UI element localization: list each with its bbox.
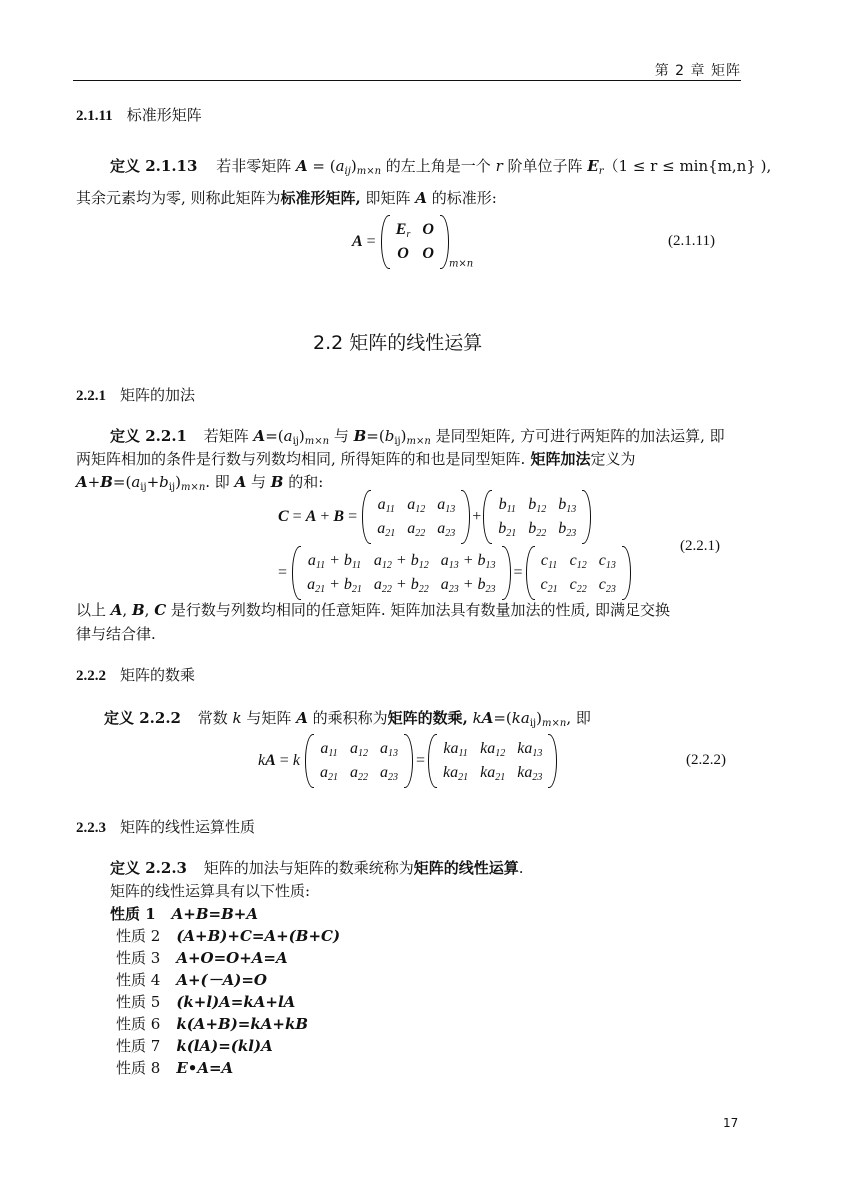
definition-label: 定义 2.2.3 (110, 859, 187, 877)
text-run: , 即 (566, 709, 591, 727)
text-run: 常数 (197, 709, 233, 727)
section-heading-2-2: 2.2 矩阵的线性运算 (313, 332, 483, 354)
text-run: . (518, 859, 524, 877)
text-run: 即矩阵 (360, 189, 416, 207)
property-label: 性质 2 (116, 927, 161, 945)
definition-2-2-1-line3: $A+B=(a_{ij}+b_{ij})_{m\times n}$. 即 A 与 B 的和: (76, 473, 324, 493)
property-label: 性质 7 (116, 1037, 161, 1055)
properties-intro: 矩阵的线性运算具有以下性质: (110, 882, 311, 900)
equation-number: (2.2.2) (686, 752, 726, 768)
text-run: 与 (246, 473, 271, 491)
page-number: 17 (723, 1116, 739, 1130)
defined-term: 矩阵加法 (525, 450, 591, 468)
definition-label: 定义 2.2.1 (110, 427, 187, 445)
text-run: 若非零矩阵 (216, 157, 296, 175)
text-run: 的标准形: (426, 189, 497, 207)
property-formula: E•A=A (176, 1059, 234, 1077)
subsection-title: 矩阵的数乘 (120, 666, 196, 684)
subsection-title: 矩阵的加法 (120, 386, 196, 404)
property-formula: A+B=B+A (171, 905, 259, 923)
text-run: 是同型矩阵, 方可进行两矩阵的加法运算, 即 (430, 427, 725, 445)
property-formula: (k+l)A=kA+lA (176, 993, 296, 1011)
text-run: 其余元素均为零, 则称此矩阵为 (76, 189, 281, 207)
subsection-number: 2.1.11 (76, 108, 113, 124)
property-8 (116, 1056, 233, 1080)
definition-2-2-2: 定义 2.2.2 常数 k 与矩阵 A 的乘积称为矩阵的数乘, $kA=(ka_{ij})_{m\times n}$, 即 (104, 709, 591, 729)
subsection-heading-2-1-11 (76, 104, 202, 125)
property-formula: k(lA)=(kl)A (176, 1037, 273, 1055)
text-run: 的乘积称为 (307, 709, 388, 727)
property-label: 性质 3 (116, 949, 161, 967)
subsection-heading-2-2-2 (76, 664, 195, 685)
subsection-number: 2.2.3 (76, 820, 106, 836)
text-run: 矩阵的加法与矩阵的数乘统称为 (203, 859, 414, 877)
text-run: 定义为 (590, 450, 636, 468)
text-run: 的和: (283, 473, 324, 491)
property-formula: A+O=O+A=A (176, 949, 288, 967)
text-run: 与矩阵 (241, 709, 297, 727)
text-run: （1 ≤ r ≤ min{m,n} ), (603, 157, 772, 175)
text-run: . 即 (205, 473, 235, 491)
equation-2-2-2: kA = k $a_{11}$ $a_{12}$ $a_{13}$ $a_{21}$ $a_{22}$ $a_{23}=ka_{11}$ $ka_{12}$ $ka_{13}$ $ka_{21}$ $ka_{21}$ $ka_{23}$ (258, 734, 557, 788)
property-2 (116, 924, 340, 948)
equation-2-2-1-line1: $C = A + B = a_{11}$ $a_{12}$ $a_{13}$ $a_{21}$ $a_{22}$ $a_{23}+b_{11}$ $b_{12}$ $b_{13}$ $b_{21}$ $b_{22}$ $b_{23}$ (278, 490, 591, 544)
running-header: 第 2 章 矩阵 (654, 63, 741, 79)
property-label: 性质 5 (116, 993, 161, 1011)
property-label: 性质 8 (116, 1059, 161, 1077)
subsection-number: 2.2.2 (76, 668, 106, 684)
text-run: 是行数与列数均相同的任意矩阵. 矩阵加法具有数量加法的性质, 即满足交换 (166, 601, 670, 619)
property-label: 性质 6 (116, 1015, 161, 1033)
definition-2-1-13-line1: 定义 2.1.13 若非零矩阵 $A = (a_{ij})_{m\times n}$ 的左上角是一个 r 阶单位子阵 $E_r(1 \le r \le \min\{m,n\}$ ), (110, 157, 772, 177)
defined-term: 标准形矩阵, (280, 189, 361, 207)
definition-2-1-13-line2: 其余元素均为零, 则称此矩阵为标准形矩阵, 即矩阵 A 的标准形: (76, 189, 497, 207)
equation-number: (2.1.11) (668, 233, 715, 249)
property-label: 性质 4 (116, 971, 161, 989)
property-7 (116, 1034, 273, 1058)
property-formula: (A+B)+C=A+(B+C) (176, 927, 341, 945)
defined-term: 矩阵的线性运算 (413, 859, 519, 877)
text-run: 两矩阵相加的条件是行数与列数均相同, 所得矩阵的和也是同型矩阵. (76, 450, 526, 468)
property-3 (116, 946, 288, 970)
subsection-heading-2-2-3 (76, 816, 255, 837)
definition-2-2-1-line2 (76, 447, 636, 471)
header-rule (73, 80, 741, 81)
definition-2-2-1-line1: 定义 2.2.1 若矩阵 $A=(a_{ij})_{m\times n}$ 与 $B=(b_{ij})_{m\times n}$ 是同型矩阵, 方可进行两矩阵的加法运算, 即 (110, 427, 725, 447)
text-run: 若矩阵 (203, 427, 254, 445)
definition-label: 定义 2.1.13 (110, 157, 198, 175)
equation-2-1-11: $A = E_r$ O O $O_{m\times n}$ (352, 215, 473, 270)
equation-number: (2.2.1) (680, 538, 720, 554)
text-run: 的左上角是一个 (381, 157, 496, 175)
defined-term: 矩阵的数乘, (387, 709, 468, 727)
text-run: 以上 (76, 601, 111, 619)
paragraph-after-2-2-1-line2: 律与结合律. (76, 625, 156, 643)
subsection-title: 标准形矩阵 (126, 106, 202, 124)
text-run: 与 (329, 427, 354, 445)
equation-2-2-1-line2: = $a_{11} + b_{11}$ $a_{12} + b_{12}$ $a_{13} + b_{13}$ $a_{21} + b_{21}$ $a_{22} + b_{22}$ $a_{23} + b_{23}=c_{11}$ $c_{12}$ $c_{13}$ $c_{21}$ $c_{22}$ $c_{23}$ (278, 546, 631, 600)
definition-label: 定义 2.2.2 (104, 709, 181, 727)
property-formula: A+(－A)=O (176, 971, 267, 989)
property-5 (116, 990, 295, 1014)
definition-2-2-3 (110, 856, 524, 880)
property-4 (116, 968, 267, 992)
property-formula: k(A+B)=kA+kB (176, 1015, 309, 1033)
subsection-number: 2.2.1 (76, 388, 106, 404)
subsection-heading-2-2-1 (76, 384, 195, 405)
property-label: 性质 1 (110, 905, 156, 923)
paragraph-after-2-2-1-line1: 以上 A, B, C 是行数与列数均相同的任意矩阵. 矩阵加法具有数量加法的性质, 即满足交换 (76, 601, 670, 619)
subsection-title: 矩阵的线性运算性质 (120, 818, 256, 836)
property-6 (116, 1012, 308, 1036)
property-1 (110, 902, 258, 926)
text-run: 阶单位子阵 (502, 157, 588, 175)
matrix-symbol: A (295, 157, 308, 175)
